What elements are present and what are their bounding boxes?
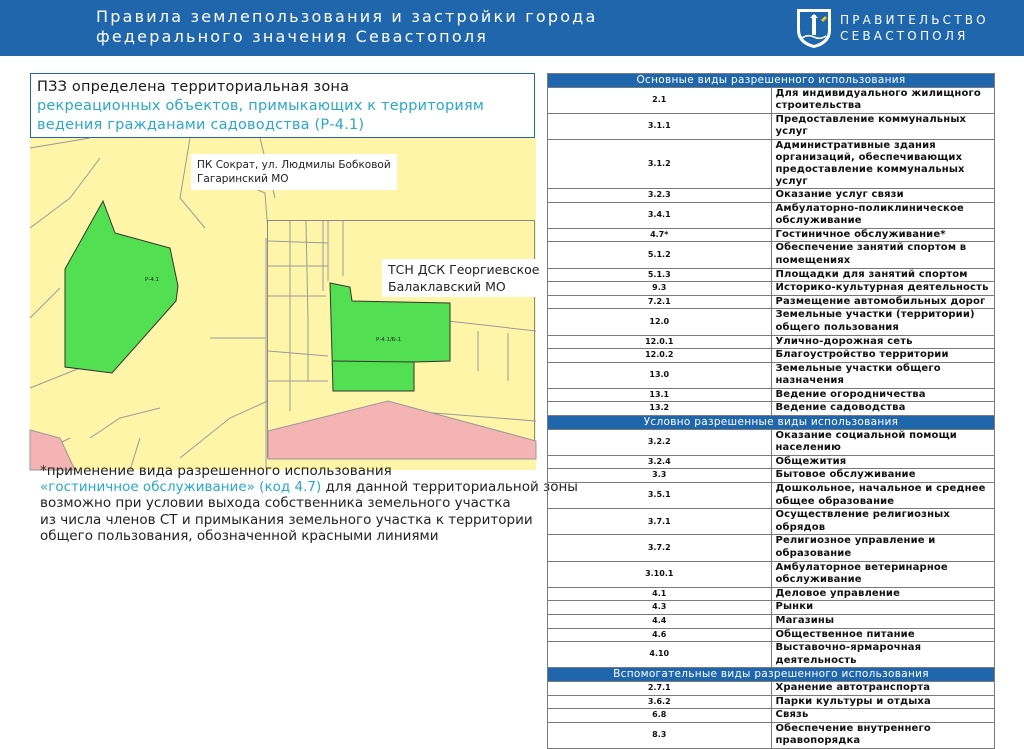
use-name-line1: Магазины: [775, 614, 835, 626]
use-name-line1: Земельные участки общего назначения: [775, 362, 941, 387]
table-row: [548, 87, 995, 113]
use-name: [771, 681, 995, 695]
footnote-line1: *применение вида разрешенного использования: [40, 463, 392, 479]
use-name-line1: Рынки: [775, 601, 814, 613]
table-row: [548, 139, 995, 188]
use-code: 3.5.1: [548, 483, 772, 509]
table-row: [548, 695, 995, 709]
use-name-line1: Оказание услуг связи: [775, 188, 904, 200]
sevastopol-coat-of-arms-icon: [794, 6, 834, 50]
table-row: [548, 429, 995, 455]
use-name: [771, 113, 995, 139]
use-name: [771, 309, 995, 335]
use-code: 3.4.1: [548, 202, 772, 228]
use-code: 3.6.2: [548, 695, 772, 709]
table-row: [548, 295, 995, 309]
table-row: [548, 282, 995, 296]
use-name-line1: Общежития: [775, 455, 847, 467]
use-name: [771, 202, 995, 228]
map-georgievskoe-label-line1: ТСН ДСК Георгиевское: [388, 262, 540, 277]
use-name: [771, 228, 995, 242]
table-row: [548, 614, 995, 628]
use-name: [771, 268, 995, 282]
use-name: [771, 362, 995, 388]
use-code: 4.7*: [548, 228, 772, 242]
table-row: [548, 628, 995, 642]
use-name-line1: Административные здания организаций, обеспечивающих: [775, 139, 963, 163]
header-bar: [0, 0, 1024, 56]
use-name: [771, 561, 995, 587]
use-name-line1: Парки культуры и отдыха: [775, 695, 931, 707]
use-code: 4.6: [548, 628, 772, 642]
zone-code-georgievskoe: Р-4.1/Б-1: [376, 337, 402, 343]
use-name: [771, 509, 995, 535]
footnote-line5: общего пользования, обозначенной красными линиями: [40, 527, 439, 544]
footnote-line4: из числа членов СТ и примыкания земельного участка к территории: [40, 511, 533, 528]
use-name-line2: предоставление коммунальных услуг: [775, 163, 965, 187]
use-name: [771, 335, 995, 349]
use-code: 4.4: [548, 614, 772, 628]
use-code: 13.2: [548, 402, 772, 416]
use-name: [771, 587, 995, 601]
zone-definition-box: [30, 73, 535, 138]
footnote-line3: возможно при условии выхода собственника земельного участка: [40, 495, 511, 512]
table-row: [548, 601, 995, 615]
use-code: 12.0.2: [548, 349, 772, 363]
use-name-line1: Размещение автомобильных дорог: [775, 295, 986, 307]
use-name-line1: Амбулаторное ветеринарное обслуживание: [775, 561, 948, 586]
zone-code-sokrat: Р-4.1: [145, 277, 160, 283]
table-row: [548, 509, 995, 535]
page-title-line2: федерального значения Севастополя: [96, 27, 489, 46]
use-name: [771, 642, 995, 668]
section-title: Условно разрешенные виды использования: [548, 416, 995, 430]
use-name: [771, 188, 995, 202]
use-name: [771, 402, 995, 416]
use-name-line1: Предоставление коммунальных услуг: [775, 113, 967, 138]
table-row: [548, 268, 995, 282]
table-row: [548, 202, 995, 228]
use-name: [771, 601, 995, 615]
use-name: [771, 483, 995, 509]
use-name-line1: Выставочно-ярмарочная деятельность: [775, 642, 922, 666]
use-name-line1: Гостиничное обслуживание*: [775, 228, 946, 240]
use-code: 13.1: [548, 388, 772, 402]
map-sokrat-label-line2: Гагаринский МО: [197, 173, 289, 185]
use-code: 2.7.1: [548, 681, 772, 695]
use-name: [771, 614, 995, 628]
government-logo-text: [840, 12, 989, 44]
land-use-table: [547, 73, 995, 749]
use-code: 9.3: [548, 282, 772, 296]
use-name: [771, 628, 995, 642]
use-name-line1: Осуществление религиозных обрядов: [775, 509, 950, 533]
table-row: [548, 349, 995, 363]
table-section-header: [548, 416, 995, 430]
table-row: [548, 642, 995, 668]
use-name-line1: Ведение садоводства: [775, 402, 906, 414]
page-title: [96, 7, 597, 47]
table-row: [548, 455, 995, 469]
use-name-line1: Ведение огородничества: [775, 388, 926, 400]
table-row: [548, 242, 995, 268]
use-name: [771, 388, 995, 402]
use-name: [771, 349, 995, 363]
table-row: [548, 535, 995, 561]
map-sokrat-label: [191, 154, 397, 190]
footnote: [40, 463, 578, 544]
use-code: 5.1.2: [548, 242, 772, 268]
use-name: [771, 535, 995, 561]
table-row: [548, 681, 995, 695]
footnote-line2-rest: для данной территориальной зоны: [321, 479, 578, 496]
footnote-hotel-service-highlight: «гостиничное обслуживание» (код 4.7): [40, 479, 322, 496]
use-name-line1: Амбулаторно-поликлиническое обслуживание: [775, 202, 964, 227]
footnote-line2: [40, 479, 578, 496]
map-georgievskoe-drawing: [268, 221, 536, 459]
page-title-line1: Правила землепользования и застройки города: [96, 7, 598, 26]
map-georgievskoe-label: [382, 259, 545, 297]
use-code: 3.7.1: [548, 509, 772, 535]
logo-line1: ПРАВИТЕЛЬСТВО: [840, 13, 989, 27]
use-name: [771, 282, 995, 296]
use-code: 5.1.3: [548, 268, 772, 282]
table-section-header: [548, 668, 995, 682]
use-name-line1: Бытовое обслуживание: [775, 469, 916, 481]
table-row: [548, 335, 995, 349]
use-name-line1: Хранение автотранспорта: [775, 681, 931, 693]
use-name-line1: Улично-дорожная сеть: [775, 335, 913, 347]
use-name-line1: Общественное питание: [775, 628, 915, 640]
use-name-line1: Оказание социальной помощи населению: [775, 429, 957, 454]
use-code: 4.10: [548, 642, 772, 668]
use-code: 7.2.1: [548, 295, 772, 309]
use-code: 6.8: [548, 709, 772, 723]
use-name: [771, 429, 995, 455]
table-row: [548, 709, 995, 723]
use-code: 3.1.2: [548, 139, 772, 188]
use-name: [771, 139, 995, 188]
use-name-line1: Для индивидуального жилищного строительства: [775, 87, 981, 112]
use-code: 3.3: [548, 469, 772, 483]
use-name-line1: Деловое управление: [775, 587, 901, 599]
use-name: [771, 242, 995, 268]
map-georgievskoe-label-line2: Балаклавский МО: [388, 279, 506, 294]
use-code: 4.3: [548, 601, 772, 615]
use-code: 12.0.1: [548, 335, 772, 349]
use-name-line1: Площадки для занятий спортом: [775, 268, 968, 280]
use-name: [771, 695, 995, 709]
use-code: 3.7.2: [548, 535, 772, 561]
zone-definition-line2: рекреационных объектов, примыкающих к территориям: [37, 98, 485, 114]
map-sokrat-label-line1: ПК Сократ, ул. Людмилы Бобковой: [197, 159, 391, 171]
table-row: [548, 402, 995, 416]
use-name-line1: Дошкольное, начальное и среднее общее образование: [775, 483, 986, 507]
use-name-line1: Земельные участки (территории) общего пользования: [775, 309, 975, 333]
zone-definition-line3: ведения гражданами садоводства (Р-4.1): [37, 117, 365, 133]
use-name: [771, 709, 995, 723]
use-code: 2.1: [548, 87, 772, 113]
table-row: [548, 362, 995, 388]
table-row: [548, 722, 995, 748]
use-code: 12.0: [548, 309, 772, 335]
use-code: 3.2.4: [548, 455, 772, 469]
use-name: [771, 295, 995, 309]
use-code: 4.1: [548, 587, 772, 601]
table-row: [548, 113, 995, 139]
table-row: [548, 587, 995, 601]
zone-polygon-sokrat: [65, 201, 178, 373]
use-code: 3.2.2: [548, 429, 772, 455]
use-name: [771, 722, 995, 748]
use-code: 13.0: [548, 362, 772, 388]
use-name-line1: Связь: [775, 709, 809, 721]
use-name: [771, 87, 995, 113]
table-row: [548, 388, 995, 402]
use-name: [771, 469, 995, 483]
table-row: [548, 561, 995, 587]
table-row: [548, 469, 995, 483]
table-row: [548, 228, 995, 242]
use-name-line1: Обеспечение внутреннего правопорядка: [775, 722, 931, 747]
use-name-line1: Религиозное управление и образование: [775, 535, 936, 559]
table-row: [548, 188, 995, 202]
table-section-header: [548, 74, 995, 88]
use-code: 3.10.1: [548, 561, 772, 587]
use-name: [771, 455, 995, 469]
section-title: Вспомогательные виды разрешенного использования: [548, 668, 995, 682]
table-row: [548, 309, 995, 335]
map-georgievskoe: [267, 220, 540, 458]
section-title: Основные виды разрешенного использования: [548, 74, 995, 88]
use-code: 8.3: [548, 722, 772, 748]
use-name-line1: Историко-культурная деятельность: [775, 282, 989, 294]
use-name-line1: Благоустройство территории: [775, 349, 949, 361]
use-code: 3.1.1: [548, 113, 772, 139]
use-code: 3.2.3: [548, 188, 772, 202]
table-row: [548, 483, 995, 509]
logo-line2: СЕВАСТОПОЛЯ: [840, 29, 969, 43]
use-name-line1: Обеспечение занятий спортом в помещениях: [775, 242, 967, 266]
zone-definition-line1: ПЗЗ определена территориальная зона: [37, 79, 350, 95]
